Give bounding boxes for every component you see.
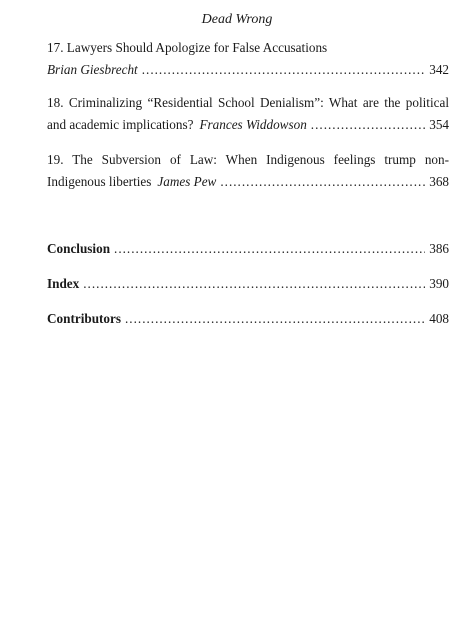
entry-title: 18. Criminalizing “Residential School Denialism”: What are the political xyxy=(47,95,449,110)
entry-page-number: 342 xyxy=(429,62,449,77)
entry-page-number: 368 xyxy=(429,174,449,189)
dot-leader xyxy=(142,59,426,81)
dot-leader xyxy=(83,273,425,295)
entry-title: 17. Lawyers Should Apologize for False Accusations xyxy=(47,40,328,55)
toc-entry-18 xyxy=(47,92,449,136)
entry-author: Brian Giesbrecht xyxy=(47,62,138,77)
toc-entry-contributors xyxy=(47,308,449,330)
entry-title-continued: Indigenous liberties xyxy=(47,174,152,189)
entry-title-author-line xyxy=(47,114,449,136)
running-head: Dead Wrong xyxy=(201,12,273,27)
entry-title: 19. The Subversion of Law: When Indigenous feelings trump non- xyxy=(47,152,449,167)
entry-author-line xyxy=(47,59,449,81)
entry-label: Conclusion xyxy=(47,241,111,256)
entry-author: James Pew xyxy=(157,174,217,189)
entry-page-number: 408 xyxy=(429,311,449,326)
entry-author: Frances Widdowson xyxy=(199,117,307,132)
entry-page-number: 386 xyxy=(429,241,449,256)
dot-leader xyxy=(125,308,425,330)
toc-entry-19 xyxy=(47,149,449,193)
entry-label: Index xyxy=(47,276,80,291)
entry-page-number: 354 xyxy=(429,117,449,132)
toc-entry-conclusion xyxy=(47,238,449,260)
dot-leader xyxy=(220,171,425,193)
dot-leader xyxy=(311,114,425,136)
dot-leader xyxy=(114,238,425,260)
entry-title-author-line xyxy=(47,171,449,193)
entry-title-line xyxy=(47,37,449,59)
toc-entry-index xyxy=(47,273,449,295)
entry-title-line xyxy=(47,92,449,114)
toc-entry-17 xyxy=(47,37,449,81)
entry-title-continued: and academic implications? xyxy=(47,117,194,132)
entry-page-number: 390 xyxy=(429,276,449,291)
entry-label: Contributors xyxy=(47,311,121,326)
entry-title-line xyxy=(47,149,449,171)
